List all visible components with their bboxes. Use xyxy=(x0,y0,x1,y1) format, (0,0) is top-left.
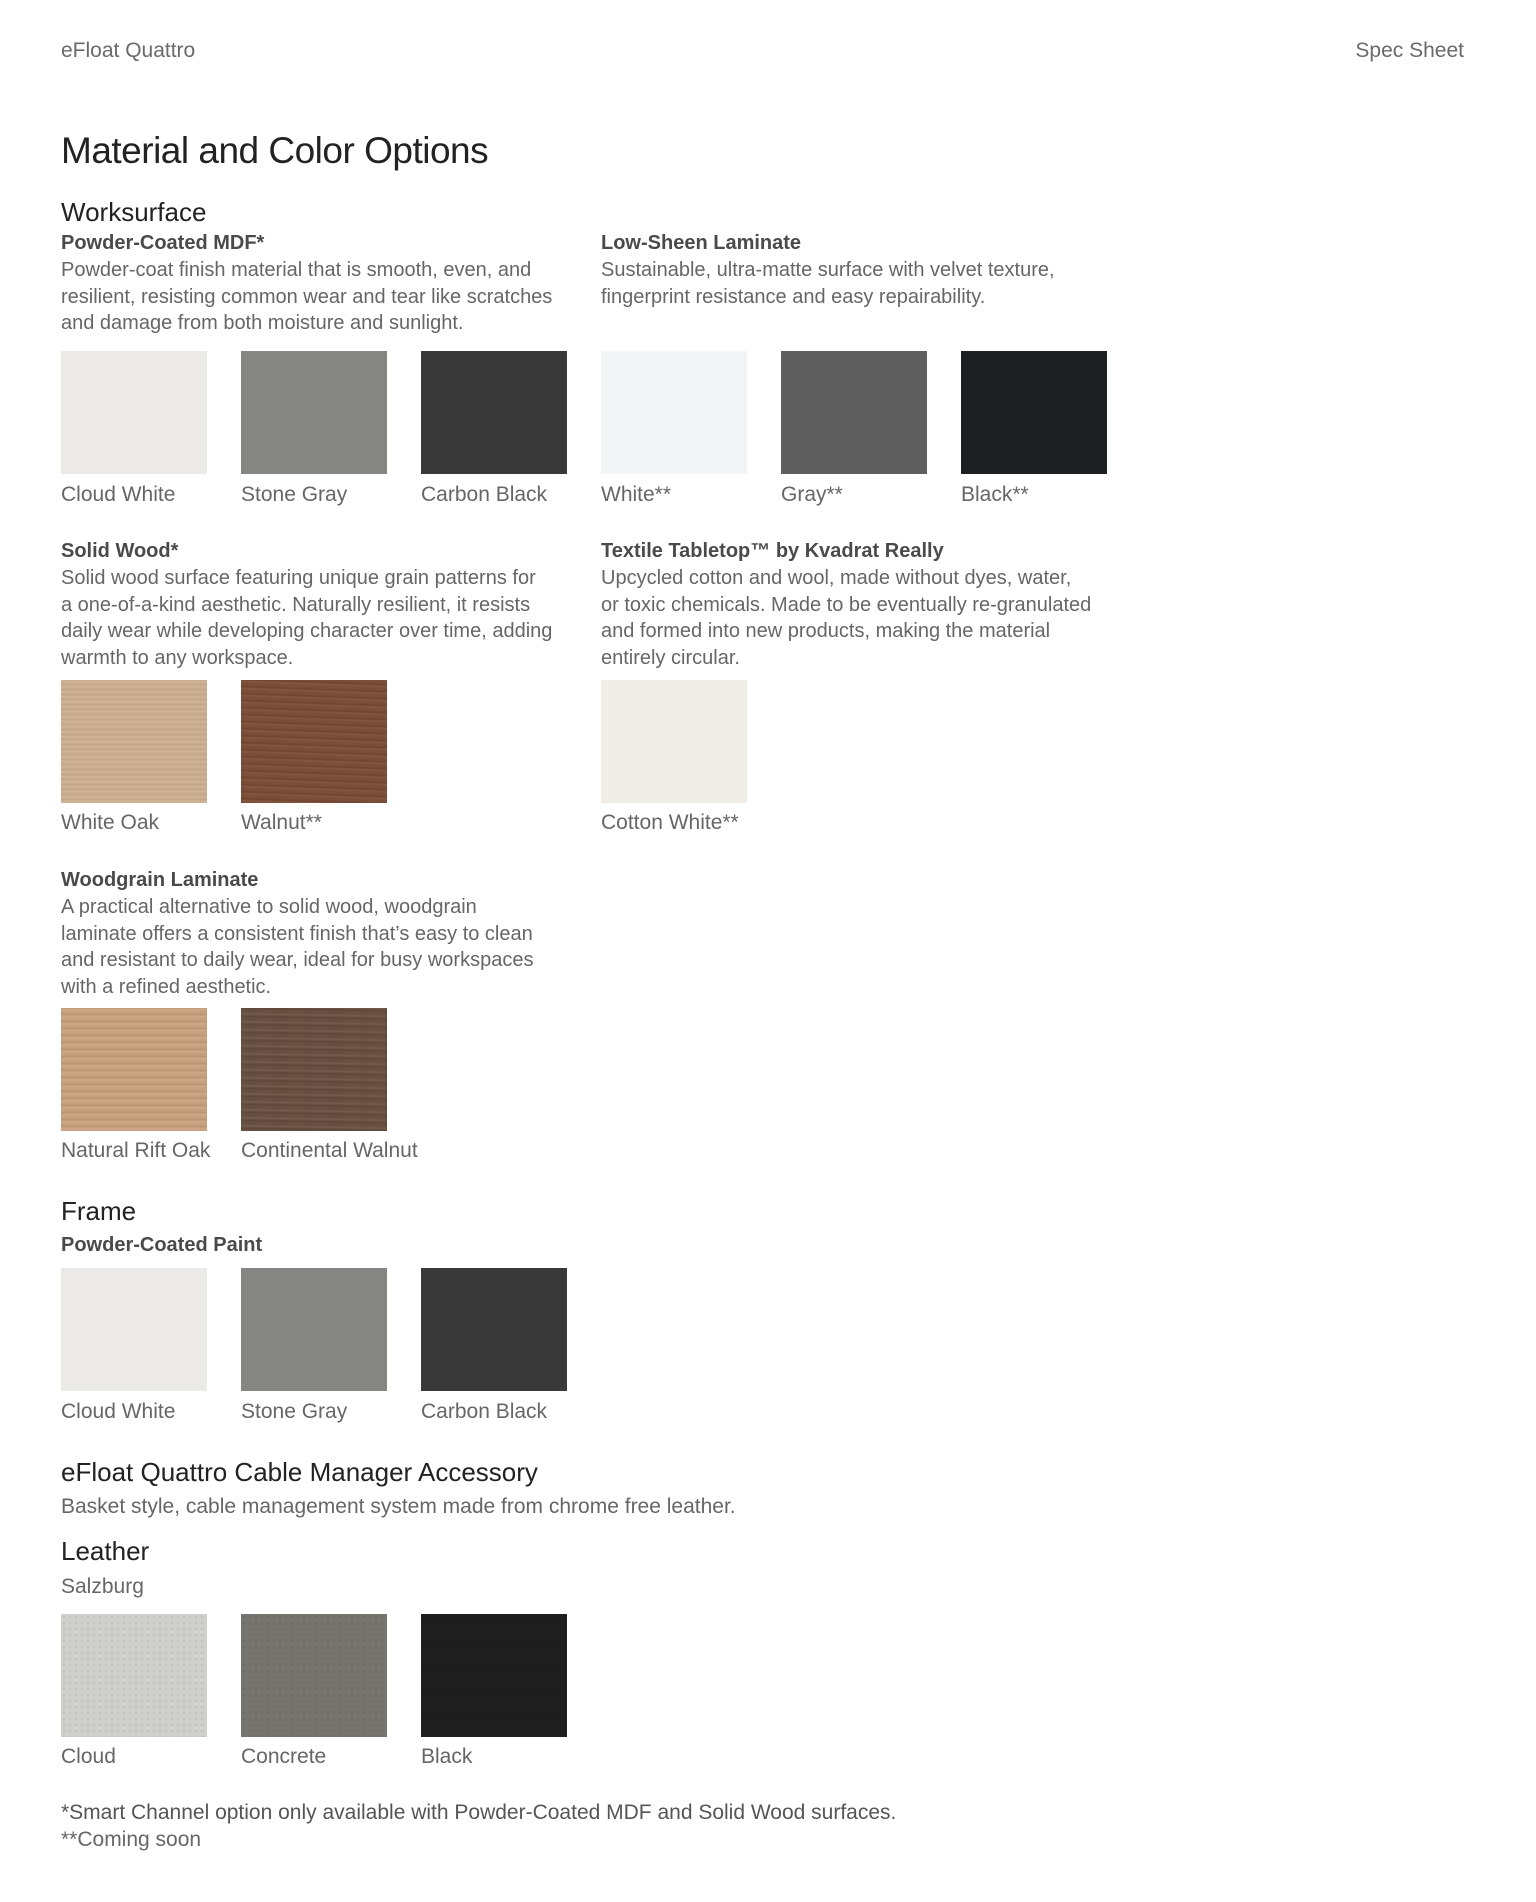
cable-desc: Basket style, cable management system made from chrome free leather. xyxy=(61,1495,736,1518)
desc-line: Sustainable, ultra-matte surface with velvet texture, xyxy=(601,259,1055,281)
swatch-label: Gray** xyxy=(781,483,843,506)
desc-line: laminate offers a consistent finish that’s easy to clean xyxy=(61,922,533,945)
swatch-label: Natural Rift Oak xyxy=(61,1139,211,1162)
swatch-label: Walnut** xyxy=(241,811,322,834)
swatch-label: Cloud xyxy=(61,1745,116,1768)
swatch-label: White Oak xyxy=(61,811,160,834)
textile-desc xyxy=(601,565,1091,671)
swatch-continental-walnut[interactable] xyxy=(241,1008,387,1131)
desc-line: with a refined aesthetic. xyxy=(61,975,272,998)
swatch-label: Continental Walnut xyxy=(241,1139,418,1162)
cable-heading: eFloat Quattro Cable Manager Accessory xyxy=(61,1457,538,1487)
swatch-frame-stone-gray[interactable] xyxy=(241,1268,387,1391)
desc-line: warmth to any workspace. xyxy=(61,646,294,669)
swatch-label: Cotton White** xyxy=(601,811,739,834)
woodgrain-title: Woodgrain Laminate xyxy=(61,869,259,891)
swatch-cloud-white[interactable] xyxy=(61,351,207,474)
leather-heading: Leather xyxy=(61,1536,150,1566)
powder-mdf-title: Powder-Coated MDF* xyxy=(61,232,265,254)
header-product-name: eFloat Quattro xyxy=(61,39,196,62)
header-doc-type: Spec Sheet xyxy=(1355,39,1464,62)
desc-line: Upcycled cotton and wool, made without dyes, water, xyxy=(601,567,1072,589)
desc-line: or toxic chemicals. Made to be eventually re-granulated xyxy=(601,593,1092,616)
swatch-label: Cloud White xyxy=(61,483,176,506)
desc-line: Powder-coat finish material that is smooth, even, and xyxy=(61,259,532,281)
woodgrain-section xyxy=(61,869,533,1000)
desc-line: a one-of-a-kind aesthetic. Naturally resilient, it resists xyxy=(61,593,531,616)
frame-heading: Frame xyxy=(61,1196,137,1226)
textile-title: Textile Tabletop™ by Kvadrat Really xyxy=(601,540,944,562)
swatch-black[interactable] xyxy=(961,351,1107,474)
low-sheen-desc xyxy=(601,257,1055,310)
swatch-label: White** xyxy=(601,483,672,506)
swatch-label: Cloud White xyxy=(61,1400,176,1423)
textile-section xyxy=(601,540,1091,671)
powder-mdf-section xyxy=(61,232,552,337)
woodgrain-desc xyxy=(61,894,533,1000)
low-sheen-section xyxy=(601,232,1055,310)
swatch-cotton-white[interactable] xyxy=(601,680,747,803)
swatch-carbon-black[interactable] xyxy=(421,351,567,474)
swatch-leather-cloud[interactable] xyxy=(61,1614,207,1737)
swatch-frame-cloud-white[interactable] xyxy=(61,1268,207,1391)
footnote: **Coming soon xyxy=(61,1828,202,1851)
frame-subheading: Powder-Coated Paint xyxy=(61,1234,263,1256)
swatch-leather-concrete[interactable] xyxy=(241,1614,387,1737)
solid-wood-title: Solid Wood* xyxy=(61,540,179,562)
desc-line: and resistant to daily wear, ideal for busy workspaces xyxy=(61,949,534,971)
desc-line: and formed into new products, making the material xyxy=(601,620,1051,642)
desc-line: and damage from both moisture and sunlight. xyxy=(61,312,464,334)
solid-wood-desc xyxy=(61,565,552,671)
swatch-gray[interactable] xyxy=(781,351,927,474)
swatch-leather-black[interactable] xyxy=(421,1614,567,1737)
desc-line: Solid wood surface featuring unique grain patterns for xyxy=(61,567,536,589)
swatch-label: Carbon Black xyxy=(421,483,548,506)
desc-line: entirely circular. xyxy=(601,646,740,669)
low-sheen-title: Low-Sheen Laminate xyxy=(601,232,802,254)
desc-line: fingerprint resistance and easy repairability. xyxy=(601,285,986,308)
swatch-label: Stone Gray xyxy=(241,483,348,506)
swatch-walnut[interactable] xyxy=(241,680,387,803)
swatch-natural-rift-oak[interactable] xyxy=(61,1008,207,1131)
worksurface-heading: Worksurface xyxy=(61,197,207,227)
swatch-stone-gray[interactable] xyxy=(241,351,387,474)
swatch-white-oak[interactable] xyxy=(61,680,207,803)
swatch-label: Concrete xyxy=(241,1745,327,1768)
powder-mdf-desc xyxy=(61,257,552,337)
swatch-label: Stone Gray xyxy=(241,1400,348,1423)
swatch-white[interactable] xyxy=(601,351,747,474)
solid-wood-section xyxy=(61,540,552,671)
swatch-label: Carbon Black xyxy=(421,1400,548,1423)
desc-line: A practical alternative to solid wood, woodgrain xyxy=(61,896,477,918)
desc-line: daily wear while developing character over time, adding xyxy=(61,620,553,642)
footnote: *Smart Channel option only available with Powder-Coated MDF and Solid Wood surfaces. xyxy=(61,1801,897,1824)
page-title: Material and Color Options xyxy=(61,130,489,171)
leather-subheading: Salzburg xyxy=(61,1575,144,1598)
swatch-label: Black xyxy=(421,1745,473,1768)
swatch-label: Black** xyxy=(961,483,1029,506)
desc-line: resilient, resisting common wear and tear like scratches xyxy=(61,285,553,308)
swatch-frame-carbon-black[interactable] xyxy=(421,1268,567,1391)
